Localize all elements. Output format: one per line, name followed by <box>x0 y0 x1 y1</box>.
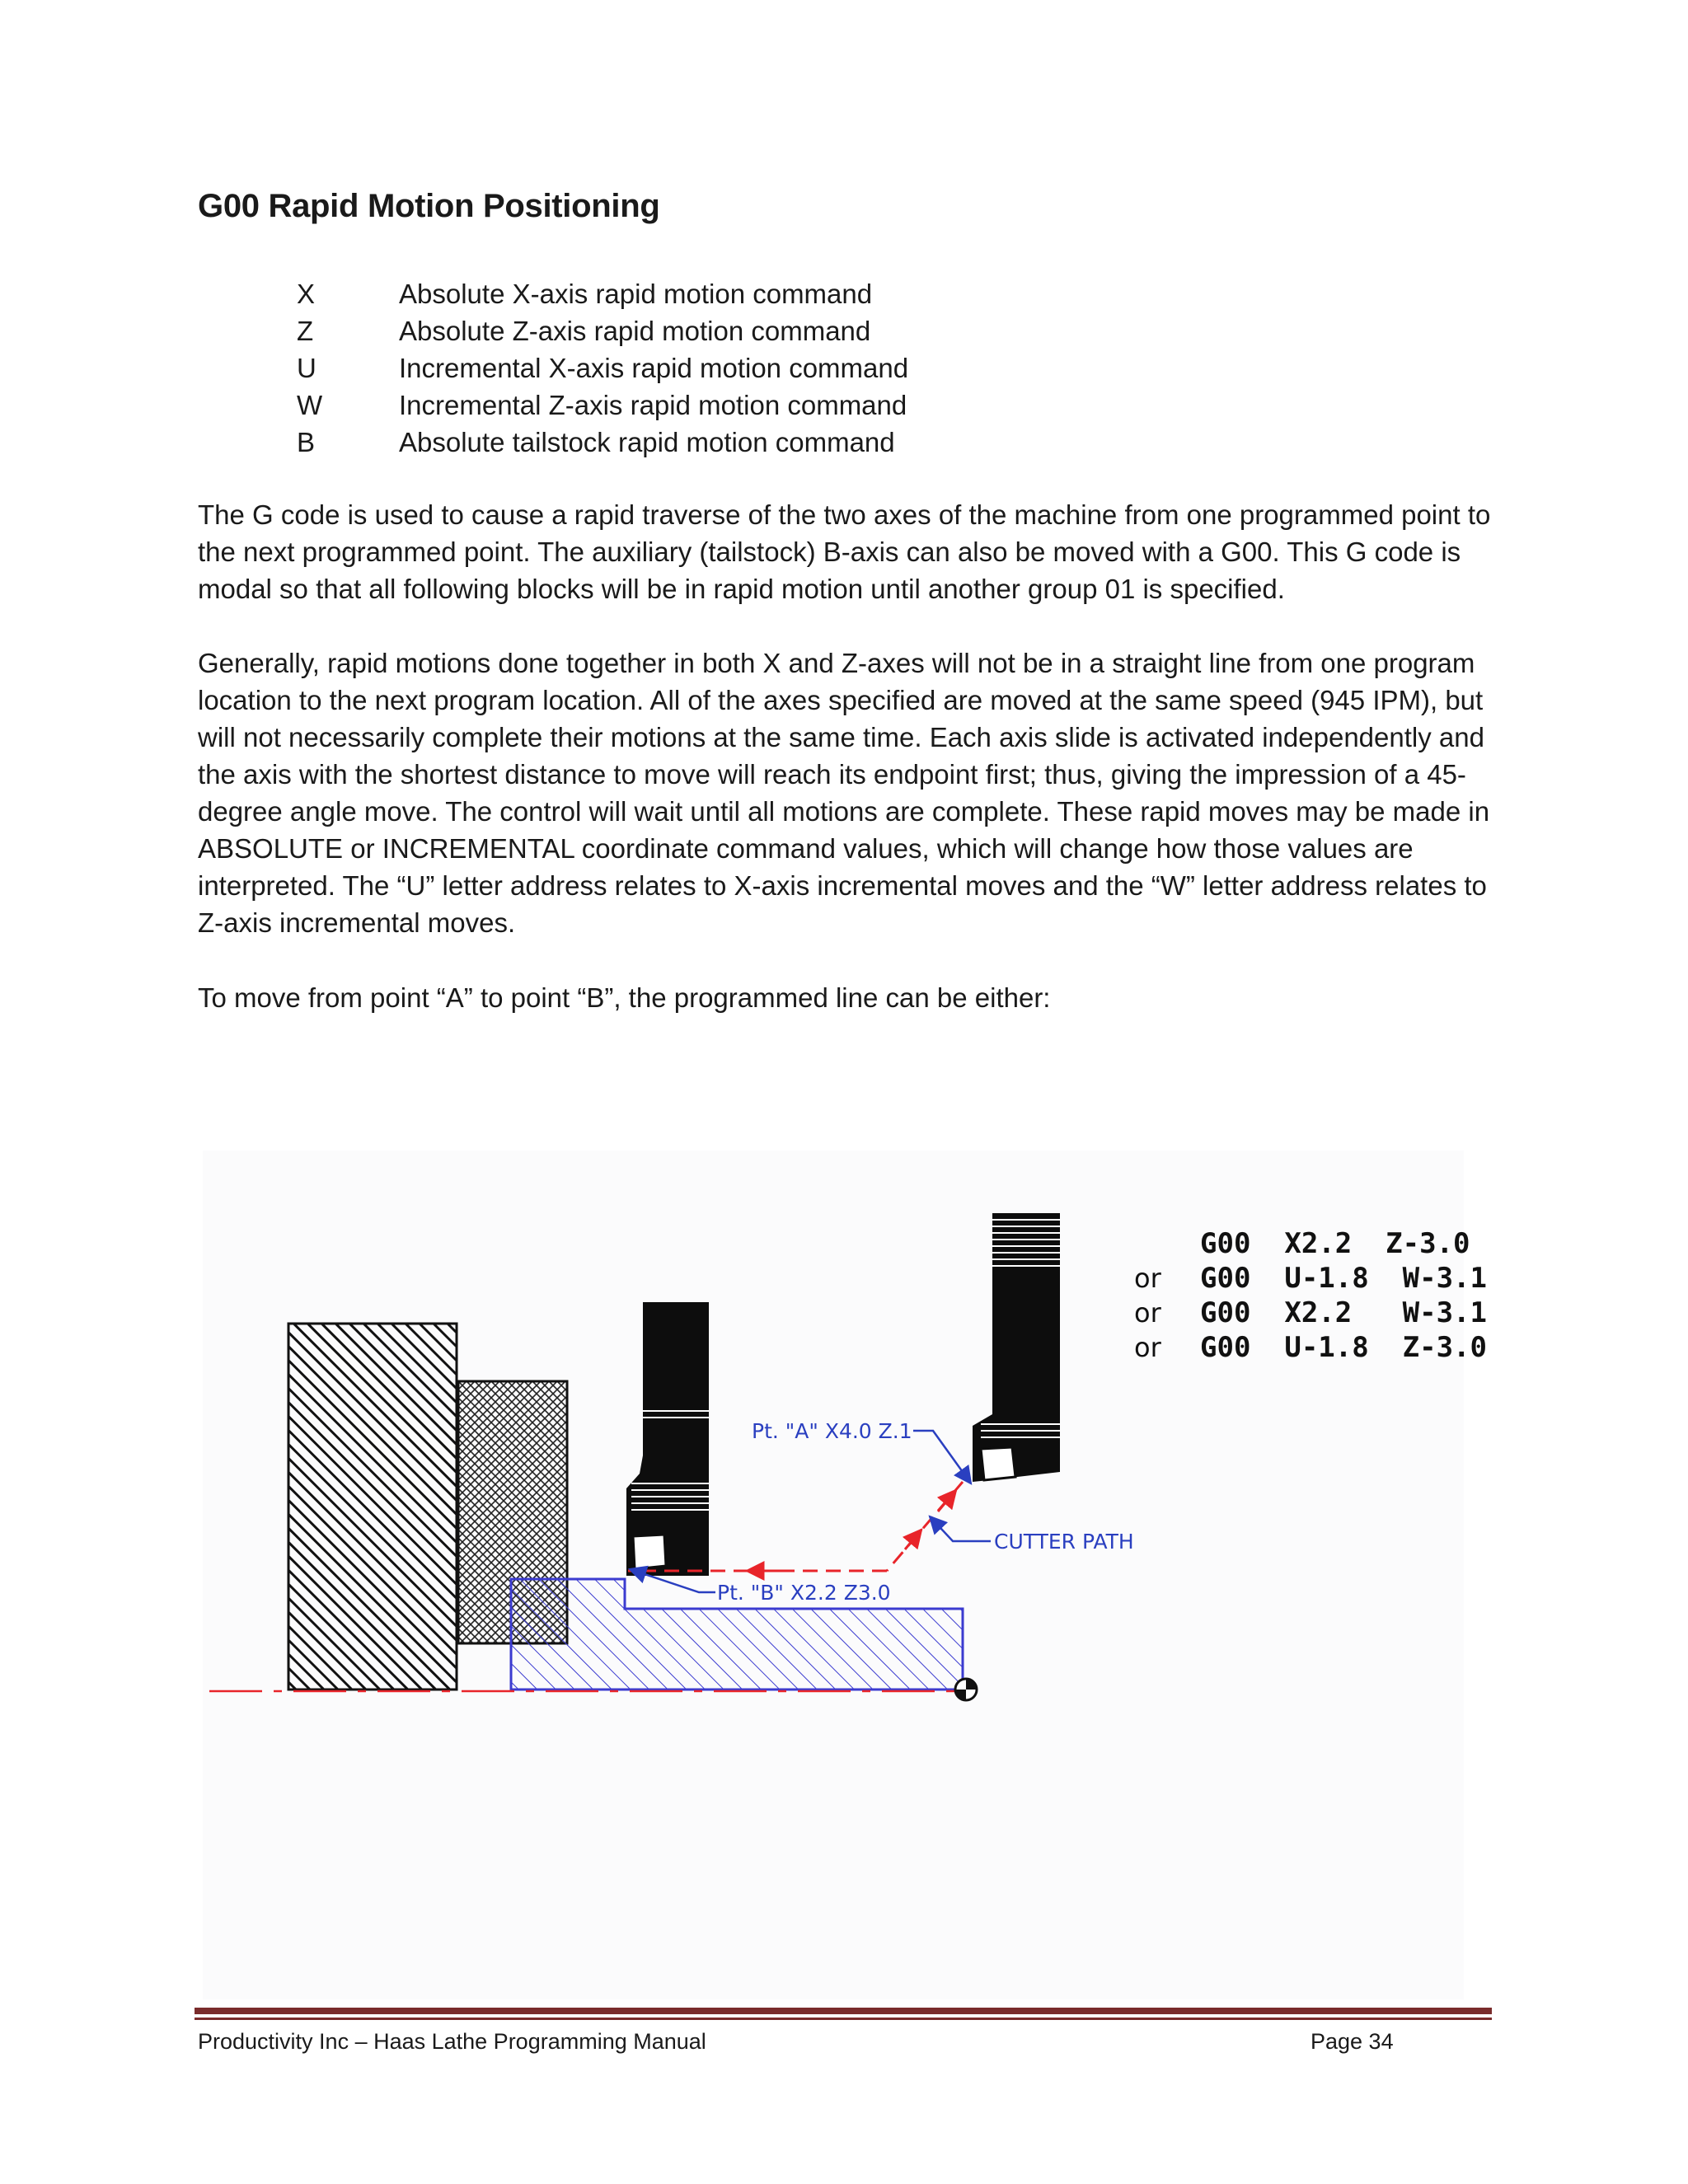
address-letter: X <box>297 279 316 309</box>
code-or-label: or <box>1134 1297 1161 1329</box>
address-description: Absolute X-axis rapid motion command <box>399 279 873 309</box>
chuck-body <box>288 1324 457 1690</box>
section-heading: G00 Rapid Motion Positioning <box>198 188 660 224</box>
code-text: G00 X2.2 Z-3.0 <box>1200 1227 1470 1260</box>
address-description: Absolute tailstock rapid motion command <box>399 427 895 457</box>
point-a-label: Pt. "A" X4.0 Z.1 <box>752 1419 912 1443</box>
cutter-path-label: CUTTER PATH <box>994 1530 1134 1554</box>
code-or-label: or <box>1134 1263 1161 1294</box>
code-text: G00 U-1.8 Z-3.0 <box>1200 1331 1487 1364</box>
cutter-path-leader <box>930 1516 991 1541</box>
point-b-label: Pt. "B" X2.2 Z3.0 <box>717 1581 891 1605</box>
address-description: Incremental X-axis rapid motion command <box>399 353 909 383</box>
code-or-label: or <box>1134 1332 1161 1363</box>
address-description: Incremental Z-axis rapid motion command <box>399 390 907 420</box>
paragraph-move-a-to-b: To move from point “A” to point “B”, the programmed line can be either: <box>198 982 1051 1013</box>
footer-rule-thin <box>195 2018 1492 2020</box>
footer-rule <box>195 2008 1492 2014</box>
code-text: G00 X2.2 W-3.1 <box>1200 1296 1487 1329</box>
address-letter: B <box>297 427 316 457</box>
address-letter: Z <box>297 316 314 346</box>
paragraph-g-code-intro: The G code is used to cause a rapid traverse of the two axes of the machine from one programmed point to the next programmed point. The auxiliary (tailstock) B-axis can also be moved with a G00. This G code is modal so that all following blocks will be in rapid motion until another group 01 is specified. <box>198 499 1491 604</box>
footer-page-number: Page 34 <box>1311 2029 1394 2054</box>
tool-at-point-b <box>626 1302 709 1576</box>
origin-icon <box>955 1679 977 1700</box>
address-letter: U <box>297 353 316 383</box>
cutter-path-arrow-1 <box>938 1490 956 1511</box>
point-a-leader <box>913 1431 971 1483</box>
paragraph-rapid-motion-details: Generally, rapid motions done together in both X and Z-axes will not be in a straight line from one program location to the next program location. All of the axes specified are moved at the same speed (945 IPM), but will not necessarily complete their motions at the same time. Each axis slide is activated independently and the axis with the shortest distance to move will reach its endpoint first; thus, giving the impression of a 45-degree angle move. The control will wait until all motions are complete. These rapid moves may be made in ABSOLUTE or INCREMENTAL coordinate command values, which will change how those values are interpreted. The “U” letter address relates to X-axis incremental moves and the “W” letter address relates to Z-axis incremental moves. <box>198 648 1490 938</box>
address-letter: W <box>297 390 323 420</box>
cutter-path-arrow-2 <box>905 1530 921 1549</box>
tool-at-point-a <box>973 1213 1060 1482</box>
footer-manual-title: Productivity Inc – Haas Lathe Programming Manual <box>198 2029 706 2054</box>
address-description: Absolute Z-axis rapid motion command <box>399 316 871 346</box>
code-text: G00 U-1.8 W-3.1 <box>1200 1262 1487 1295</box>
